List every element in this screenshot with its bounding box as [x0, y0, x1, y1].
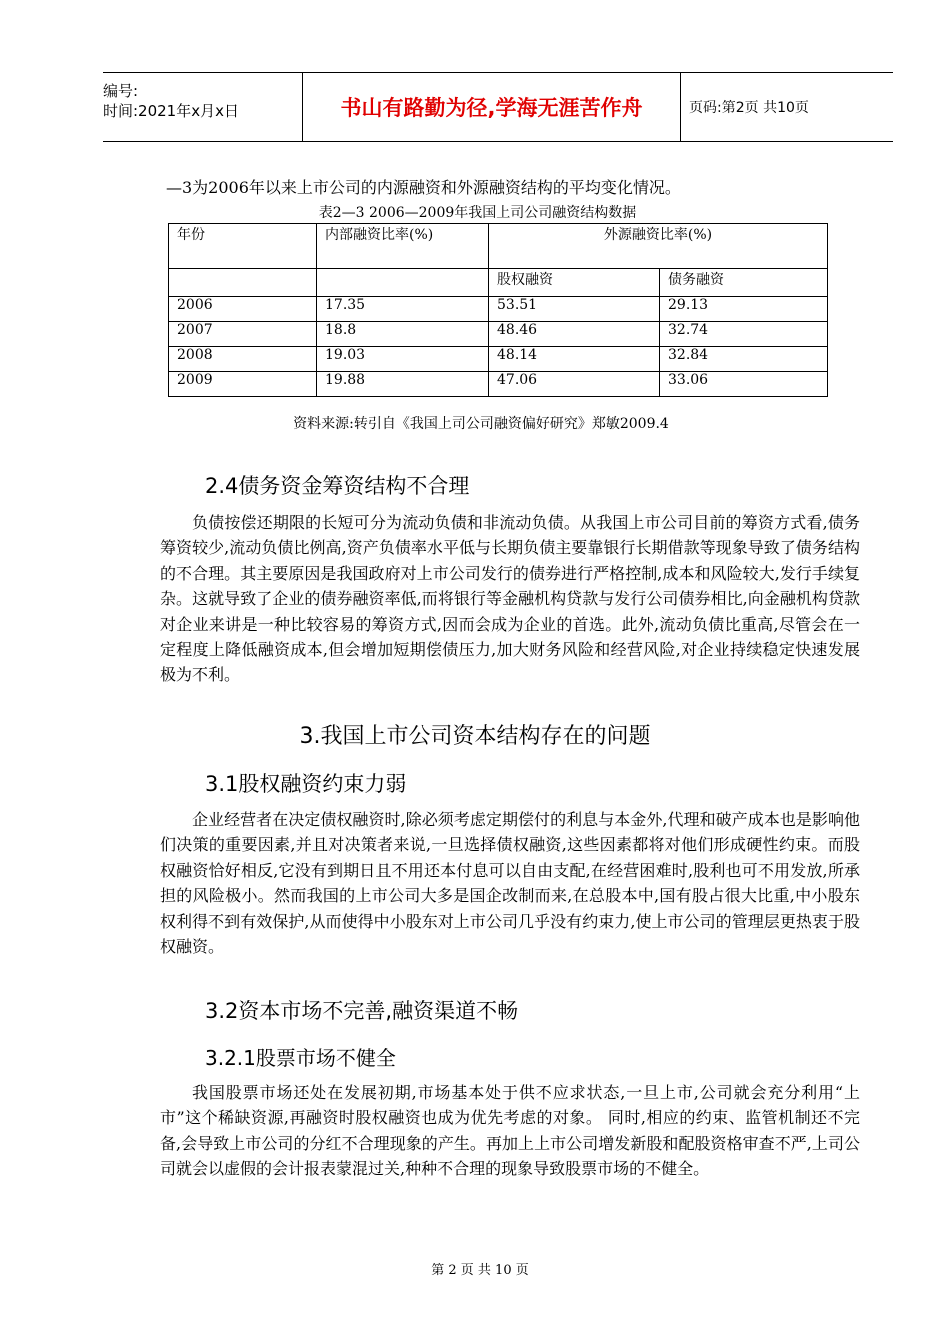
table-subheader-row	[169, 269, 828, 297]
page-header	[103, 72, 893, 142]
cell-internal: 18.8	[317, 322, 489, 347]
subheader-empty-internal	[317, 269, 489, 297]
cell-internal: 17.35	[317, 297, 489, 322]
cell-debt: 33.06	[660, 372, 828, 397]
cell-year: 2008	[169, 347, 317, 372]
paragraph-3-2-1: 我国股票市场还处在发展初期,市场基本处于供不应求状态,一旦上市,公司就会充分利用“上市”这个稀缺资源,再融资时股权融资也成为优先考虑的对象。 同时,相应的约束、监管机制还不完备,会导致上市公司的分红不合理现象的产生。再加上上市公司增发新股和配股资格审查不严,上司公司就会以虚假的会计报表蒙混过关,种种不合理的现象导致股票市场的不健全。	[160, 1083, 860, 1179]
cell-debt: 29.13	[660, 297, 828, 322]
cell-debt: 32.74	[660, 322, 828, 347]
financing-structure-table	[168, 223, 828, 397]
cell-internal: 19.03	[317, 347, 489, 372]
heading-3: 3.我国上市公司资本结构存在的问题	[299, 724, 651, 749]
header-meta	[103, 73, 303, 141]
intro-sentence: —3为2006年以来上市公司的内源融资和外源融资结构的平均变化情况。	[166, 178, 681, 197]
subheader-empty-year	[169, 269, 317, 297]
cell-year: 2007	[169, 322, 317, 347]
subheader-debt: 债务融资	[660, 269, 828, 297]
cell-debt: 32.84	[660, 347, 828, 372]
table-caption: 表2—3 2006—2009年我国上司公司融资结构数据	[318, 205, 637, 221]
table-row	[169, 372, 828, 397]
header-year: 年份	[169, 224, 317, 269]
number-label: 编号:	[103, 82, 139, 100]
cell-equity: 48.46	[489, 322, 660, 347]
time-label: 时间:2021年x月x日	[103, 102, 239, 120]
subheader-equity: 股权融资	[489, 269, 660, 297]
paragraph-3-1: 企业经营者在决定债权融资时,除必须考虑定期偿付的利息与本金外,代理和破产成本也是影响他们决策的重要因素,并且对决策者来说,一旦选择债权融资,这些因素都将对他们形成硬性约束。而股权融资恰好相反,它没有到期日且不用还本付息可以自由支配,在经营困难时,股利也可不用发放,所承担的风险极小。然而我国的上市公司大多是国企改制而来,在总股本中,国有股占很大比重,中小股东权利得不到有效保护,从而使得中小股东对上市公司几乎没有约束力,使上市公司的管理层更热衷于股权融资。	[160, 810, 860, 957]
table-row	[169, 297, 828, 322]
paragraph-2-4: 负债按偿还期限的长短可分为流动负债和非流动负债。从我国上市公司目前的筹资方式看,债务筹资较少,流动负债比例高,资产负债率水平低与长期负债主要靠银行长期借款等现象导致了债务结构的不合理。其主要原因是我国政府对上市公司发行的债券进行严格控制,成本和风险较大,发行手续复杂。这就导致了企业的债券融资率低,而将银行等金融机构贷款与发行公司债券相比,向金融机构贷款对企业来讲是一种比较容易的筹资方式,因而会成为企业的首选。此外,流动负债比重高,尽管会在一定程度上降低融资成本,但会增加短期偿债压力,加大财务风险和经营风险,对企业持续稳定快速发展极为不利。	[160, 513, 860, 685]
cell-internal: 19.88	[317, 372, 489, 397]
table-source: 资料来源:转引自《我国上司公司融资偏好研究》郑敏2009.4	[293, 416, 669, 432]
cell-equity: 53.51	[489, 297, 660, 322]
header-internal: 内部融资比率(%)	[317, 224, 489, 269]
header-motto: 书山有路勤为径,学海无涯苦作舟	[303, 73, 681, 141]
heading-3-2-1: 3.2.1股票市场不健全	[205, 1046, 396, 1070]
heading-2-4: 2.4债务资金筹资结构不合理	[205, 474, 470, 498]
heading-3-1: 3.1股权融资约束力弱	[205, 772, 407, 796]
header-external: 外源融资比率(%)	[489, 224, 828, 269]
table-row	[169, 322, 828, 347]
heading-3-2: 3.2资本市场不完善,融资渠道不畅	[205, 999, 519, 1023]
cell-equity: 48.14	[489, 347, 660, 372]
cell-year: 2006	[169, 297, 317, 322]
table-header-row	[169, 224, 828, 269]
page-footer: 第 2 页 共 10 页	[431, 1263, 529, 1278]
cell-year: 2009	[169, 372, 317, 397]
cell-equity: 47.06	[489, 372, 660, 397]
table-row	[169, 347, 828, 372]
header-page-label: 页码:第2页 共10页	[689, 100, 809, 116]
